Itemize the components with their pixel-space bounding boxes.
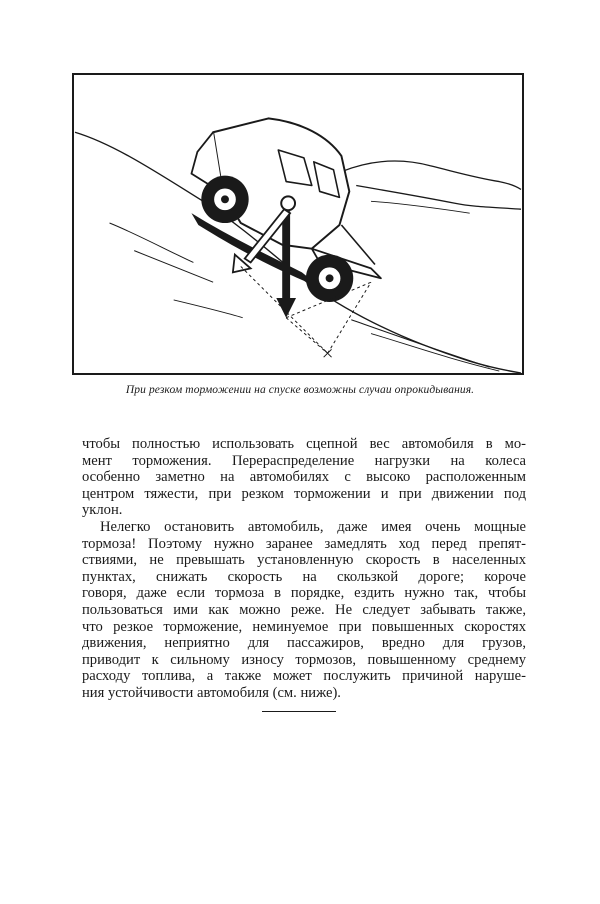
wheel-front (201, 176, 248, 223)
text-line: что резкое торможение, неминуемое при повышенных скоростях (82, 618, 526, 635)
text-line: центром тяжести, при резком торможении и при движении под (82, 485, 526, 502)
text-line: ния устойчивости автомобиля (см. ниже). (82, 684, 341, 701)
paragraph (82, 436, 526, 519)
text-line: расходу топлива, а также может послужить причиной наруше- (82, 668, 526, 685)
text-line: мент торможения. Перераспределение нагрузки на колеса (82, 452, 526, 469)
wheel-rear (306, 255, 353, 302)
text-line: уклон. (82, 502, 123, 519)
background-hills (341, 161, 521, 213)
text-line: пользоваться ими как можно реже. Не следует забывать также, (82, 601, 526, 618)
jeep-tipping-illustration (74, 75, 522, 373)
text-line: говоря, даже если тормоза в порядке, ездить нужно так, чтобы (82, 585, 526, 602)
text-line: ствиями, не превышать установленную скорость в населенных (82, 552, 526, 569)
text-line: чтобы полностью использовать сцепной вес автомобиля в мо- (82, 436, 526, 452)
paragraph (82, 519, 526, 702)
center-of-gravity (281, 196, 295, 210)
figure-caption: При резком торможении на спуске возможны случаи опрокидывания. (125, 384, 475, 396)
section-divider (262, 711, 336, 712)
text-line: тормоза! Поэтому нужно заранее замедлять ход перед препят- (82, 535, 526, 552)
illustration-frame (72, 73, 524, 375)
text-line: особенно заметно на автомобилях с высоко расположенным (82, 469, 526, 486)
text-line: движения, неприятно для пассажиров, вредно для грузов, (82, 635, 526, 652)
text-line: Нелегко остановить автомобиль, даже имея очень мощные (100, 518, 526, 535)
text-line: пунктах, снижать скорость на скользкой дороге; короче (82, 568, 526, 585)
body-text (82, 436, 526, 702)
text-line: приводит к сильному износу тормозов, повышенному среднему (82, 651, 526, 668)
